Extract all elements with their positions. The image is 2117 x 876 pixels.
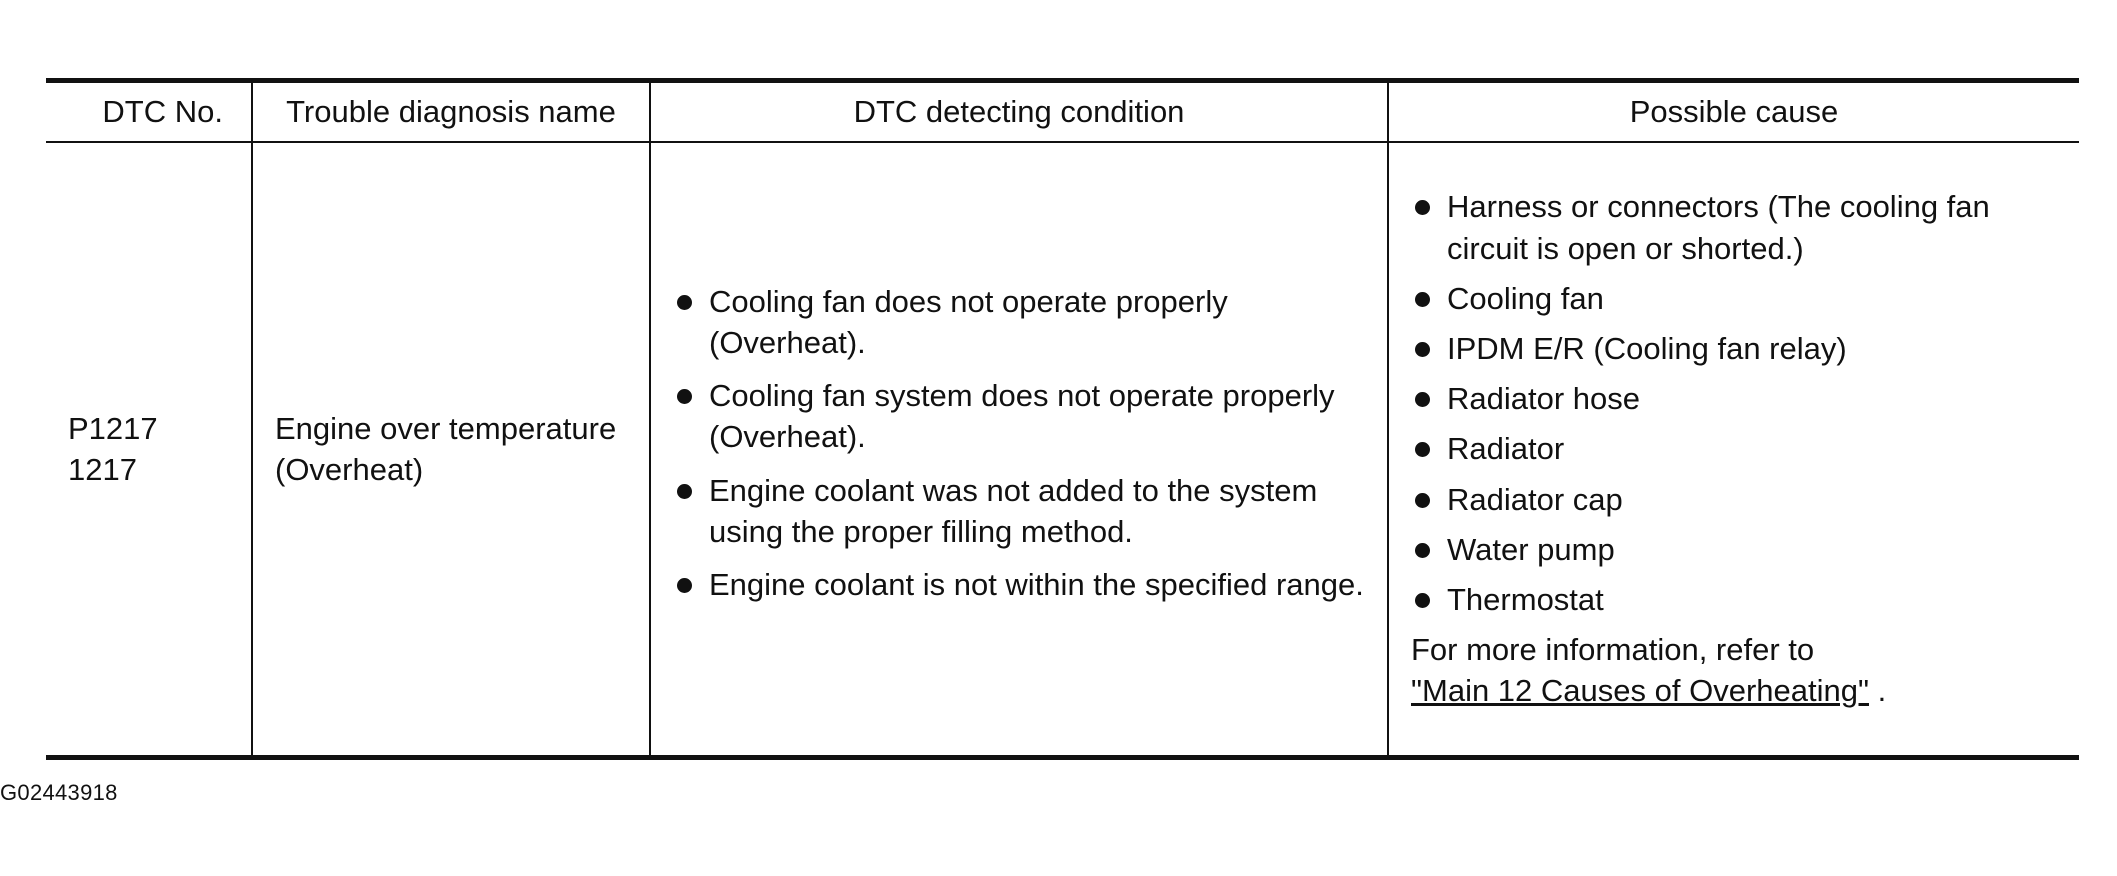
possible-cause-cell — [1388, 142, 2079, 758]
cause-item: Radiator — [1411, 428, 2063, 469]
more-info-text: For more information, refer to — [1411, 632, 1815, 668]
header-trouble-diagnosis-name: Trouble diagnosis name — [252, 81, 650, 143]
overheating-causes-link[interactable]: "Main 12 Causes of Overheating" — [1411, 673, 1869, 709]
cause-item: Cooling fan — [1411, 278, 2063, 319]
condition-item: Engine coolant was not added to the system using the proper filling method. — [673, 470, 1371, 552]
dtc-code: P1217 — [68, 410, 158, 446]
dtc-no-cell — [46, 142, 252, 758]
diagnosis-name: Engine over temperature (Overheat) — [275, 410, 617, 487]
header-possible-cause: Possible cause — [1388, 81, 2079, 143]
dtc-code-alt: 1217 — [68, 452, 137, 487]
figure-id: G02443918 — [0, 780, 118, 805]
more-info-note — [1411, 629, 2063, 711]
cause-item: IPDM E/R (Cooling fan relay) — [1411, 328, 2063, 369]
table-header-row — [46, 81, 2079, 143]
more-info-period: . — [1877, 673, 1887, 709]
diagnosis-name-cell — [252, 142, 650, 758]
cause-item: Thermostat — [1411, 579, 2063, 620]
table-row — [46, 142, 2079, 758]
cause-list — [1411, 186, 2063, 620]
header-dtc-no: DTC No. — [46, 81, 252, 143]
condition-item: Cooling fan system does not operate properly (Overheat). — [673, 375, 1371, 457]
cause-item: Radiator cap — [1411, 479, 2063, 520]
condition-item: Engine coolant is not within the specified range. — [673, 564, 1371, 605]
dtc-table — [46, 78, 2079, 760]
cause-item: Water pump — [1411, 529, 2063, 570]
cause-item: Harness or connectors (The cooling fan circuit is open or shorted.) — [1411, 186, 2063, 268]
condition-item: Cooling fan does not operate properly (Overheat). — [673, 281, 1371, 363]
cause-item: Radiator hose — [1411, 378, 2063, 419]
detecting-condition-cell — [650, 142, 1388, 758]
header-dtc-detecting-condition: DTC detecting condition — [650, 81, 1388, 143]
condition-list — [673, 281, 1371, 606]
